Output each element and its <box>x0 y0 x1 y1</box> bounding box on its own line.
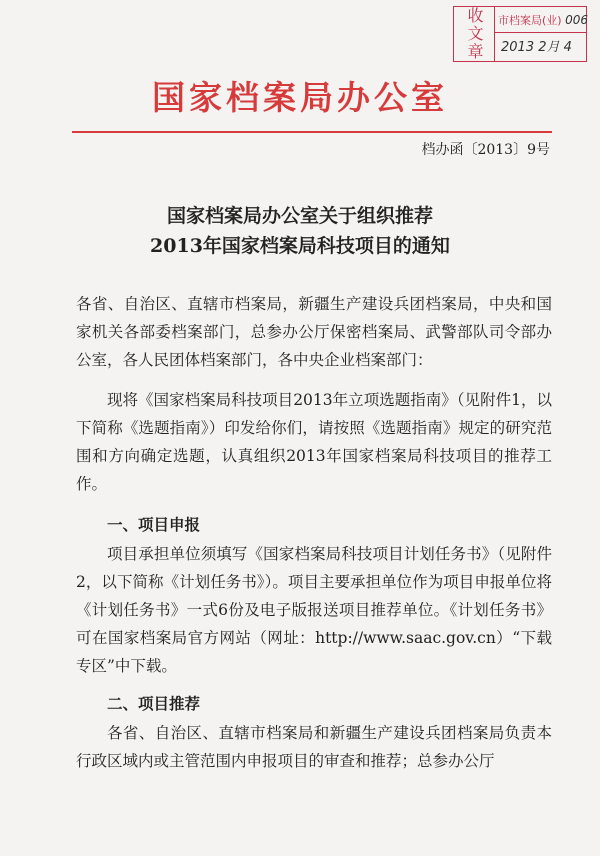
stamp-label: 收文章 <box>465 7 484 61</box>
document-number: 档办函〔2013〕9号 <box>421 142 550 158</box>
receipt-stamp <box>453 6 587 62</box>
addressee-paragraph: 各省、自治区、直辖市档案局，新疆生产建设兵团档案局，中央和国家机关各部委档案部门，总参办公厅保密档案局、武警部队司令部办公室，各人民团体档案部门，各中央企业档案部门： <box>76 295 552 369</box>
section2-heading: 二、项目推荐 <box>107 694 201 713</box>
section1-paragraph: 项目承担单位须填写《国家档案局科技项目计划任务书》（见附件2，以下简称《计划任务书》）。项目主要承担单位作为项目申报单位将《计划任务书》一式6份及电子版报送项目推荐单位。《计划任务书》可在国家档案局官方网站（网址：http://www.saac.gov.cn）“下载专区”中下载。 <box>76 545 552 675</box>
document-title-line2: 2013年国家档案局科技项目的通知 <box>150 235 450 257</box>
stamp-org-row <box>495 7 586 33</box>
document-title-line1: 国家档案局办公室关于组织推荐 <box>166 205 433 227</box>
stamp-label-cell <box>454 7 495 61</box>
header-divider <box>72 131 552 133</box>
section1-heading: 一、项目申报 <box>107 515 201 534</box>
intro-paragraph: 现将《国家档案局科技项目2013年立项选题指南》（见附件1，以下简称《选题指南》）印发给你们，请按照《选题指南》规定的研究范围和方向确定选题，认真组织2013年国家档案局科技项目的推荐工作。 <box>76 391 552 493</box>
stamp-number: 006 <box>565 13 588 27</box>
section2-paragraph: 各省、自治区、直辖市档案局和新疆生产建设兵团档案局负责本行政区域内或主管范围内申报项目的审查和推荐；总参办公厅 <box>76 724 552 770</box>
org-header-title: 国家档案局办公室 <box>152 78 448 117</box>
stamp-org-mark: (业) <box>542 14 562 27</box>
stamp-org: 市档案局 <box>498 14 542 27</box>
stamp-date: 2013 2月 4 <box>501 40 572 55</box>
